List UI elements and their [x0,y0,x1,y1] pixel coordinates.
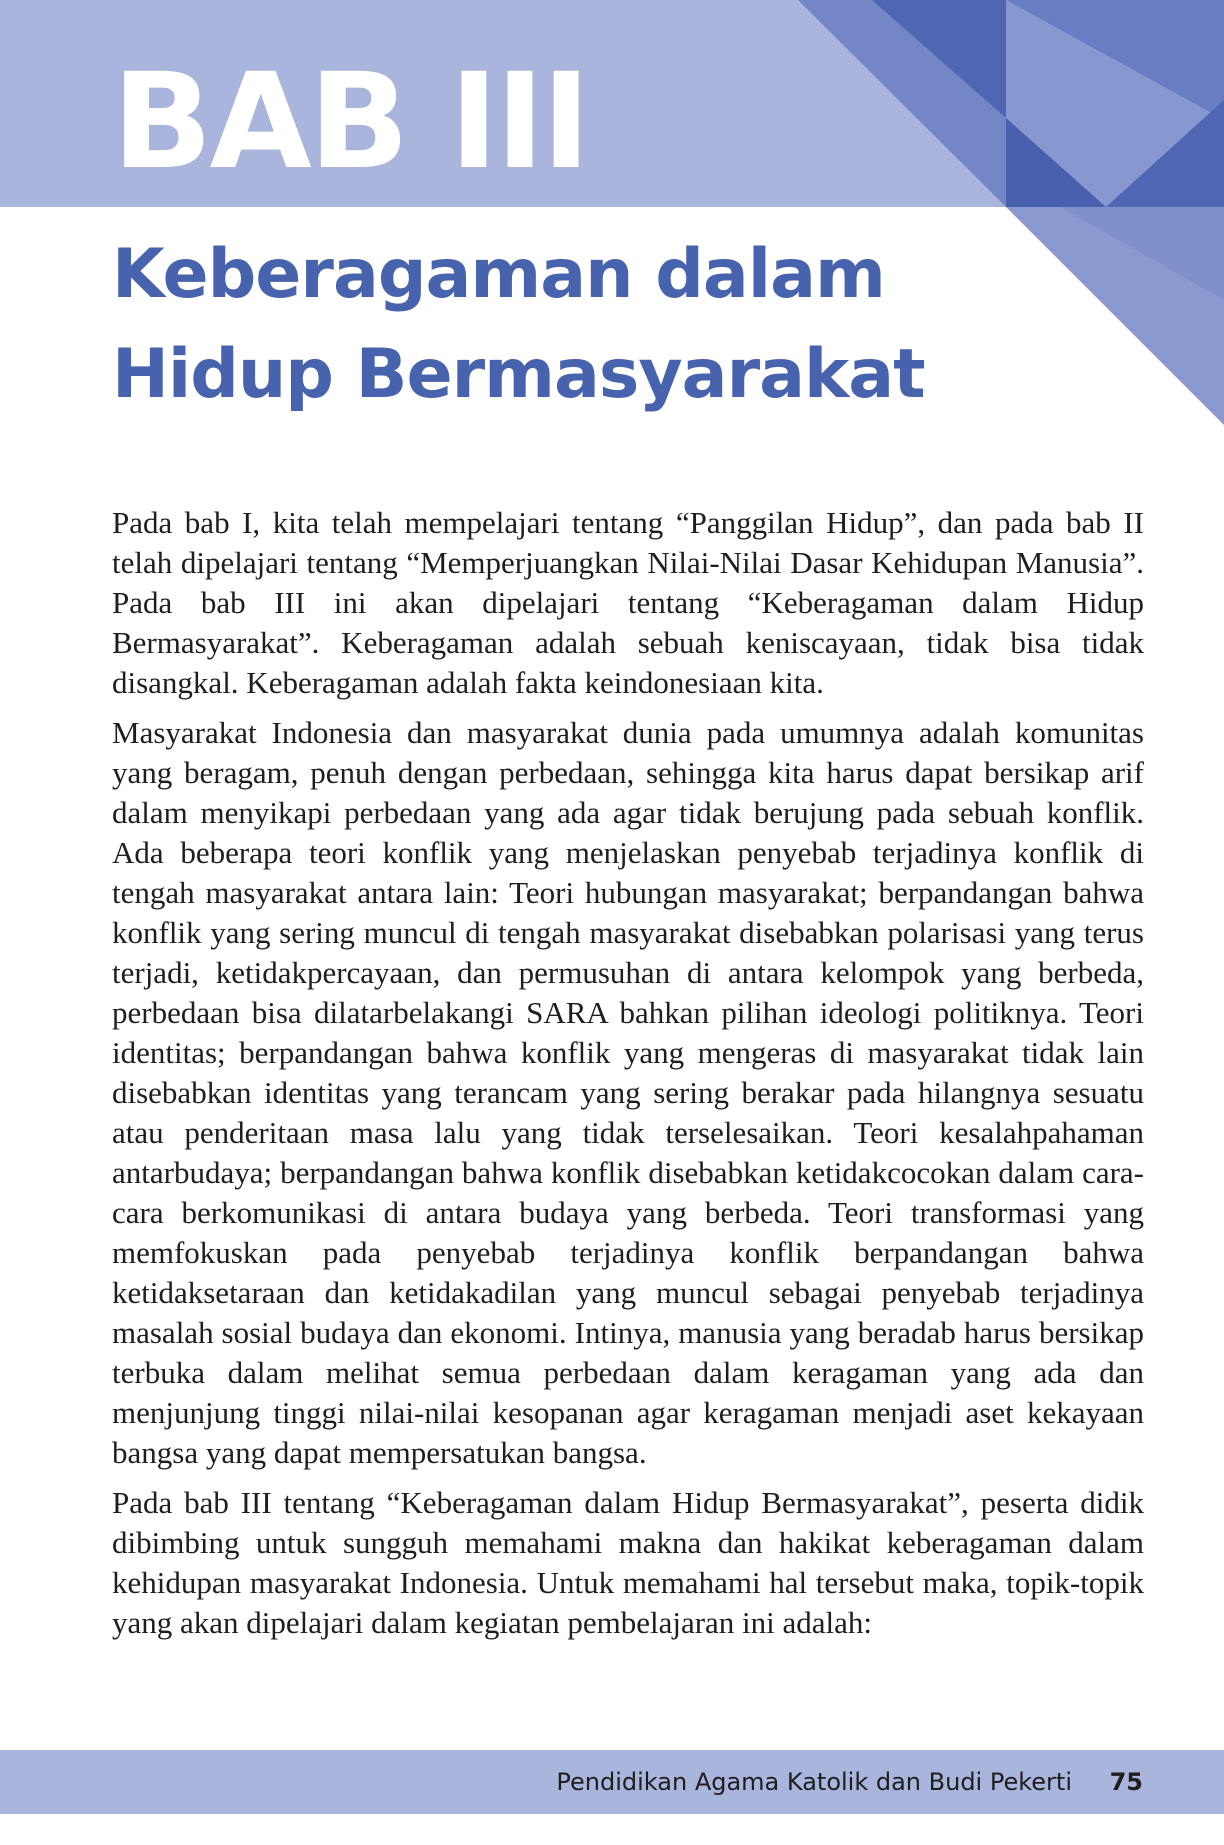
chapter-title-line: Hidup Bermasyarakat [112,335,925,414]
chapter-label: BAB III [112,45,588,199]
page-number: 75 [1109,1768,1143,1796]
paragraph: Pada bab I, kita telah mempelajari tentang “Panggilan Hidup”, dan pada bab II telah dipelajari tentang “Memperjuangkan Nilai-Nilai Dasar Kehidupan Manusia”. Pada bab III ini akan dipelajari tentang “Keberagaman dalam Hidup Bermasyarakat”. Keberagaman adalah sebuah keniscayaan, tidak bisa tidak disangkal. Keberagaman adalah fakta keindonesiaan kita. [112,505,1144,700]
chapter-title [112,225,992,425]
body-text [112,503,1144,1653]
footer-book-title: Pendidikan Agama Katolik dan Budi Pekerti [556,1768,1072,1796]
chapter-title-line: Keberagaman dalam [112,235,885,314]
paragraph: Masyarakat Indonesia dan masyarakat dunia pada umumnya adalah komunitas yang beragam, penuh dengan perbedaan, sehingga kita harus dapat bersikap arif dalam menyikapi perbedaan yang ada agar tidak berujung pada sebuah konflik. Ada beberapa teori konflik yang menjelaskan penyebab terjadinya konflik di tengah masyarakat antara lain: Teori hubungan masyarakat; berpandangan bahwa konflik yang sering muncul di tengah masyarakat disebabkan polarisasi yang terus terjadi, ketidakpercayaan, dan permusuhan di antara kelompok yang berbeda, perbedaan bisa dilatarbelakangi SARA bahkan pilihan ideologi politiknya. Teori identitas; berpandangan bahwa konflik yang mengeras di masyarakat tidak lain disebabkan identitas yang terancam yang sering berakar pada hilangnya sesuatu atau penderitaan masa lalu yang tidak terselesaikan. Teori kesalahpahaman antarbudaya; berpandangan bahwa konflik disebabkan ketidakcocokan dalam cara-cara berkomunikasi di antara budaya yang berbeda. Teori transformasi yang memfokuskan pada penyebab terjadinya konflik berpandangan bahwa ketidaksetaraan dan ketidakadilan yang muncul sebagai penyebab terjadinya masalah sosial budaya dan ekonomi. Intinya, manusia yang beradab harus bersikap terbuka dalam melihat semua perbedaan dalam keragaman yang ada dan menjunjung tinggi nilai-nilai kesopanan agar keragaman menjadi aset kekayaan bangsa yang dapat mempersatukan bangsa. [112,715,1144,1470]
paragraph: Pada bab III tentang “Keberagaman dalam Hidup Bermasyarakat”, peserta didik dibimbing untuk sungguh memahami makna dan hakikat keberagaman dalam kehidupan masyarakat Indonesia. Untuk memahami hal tersebut maka, topik-topik yang akan dipelajari dalam kegiatan pembelajaran ini adalah: [112,1485,1144,1640]
